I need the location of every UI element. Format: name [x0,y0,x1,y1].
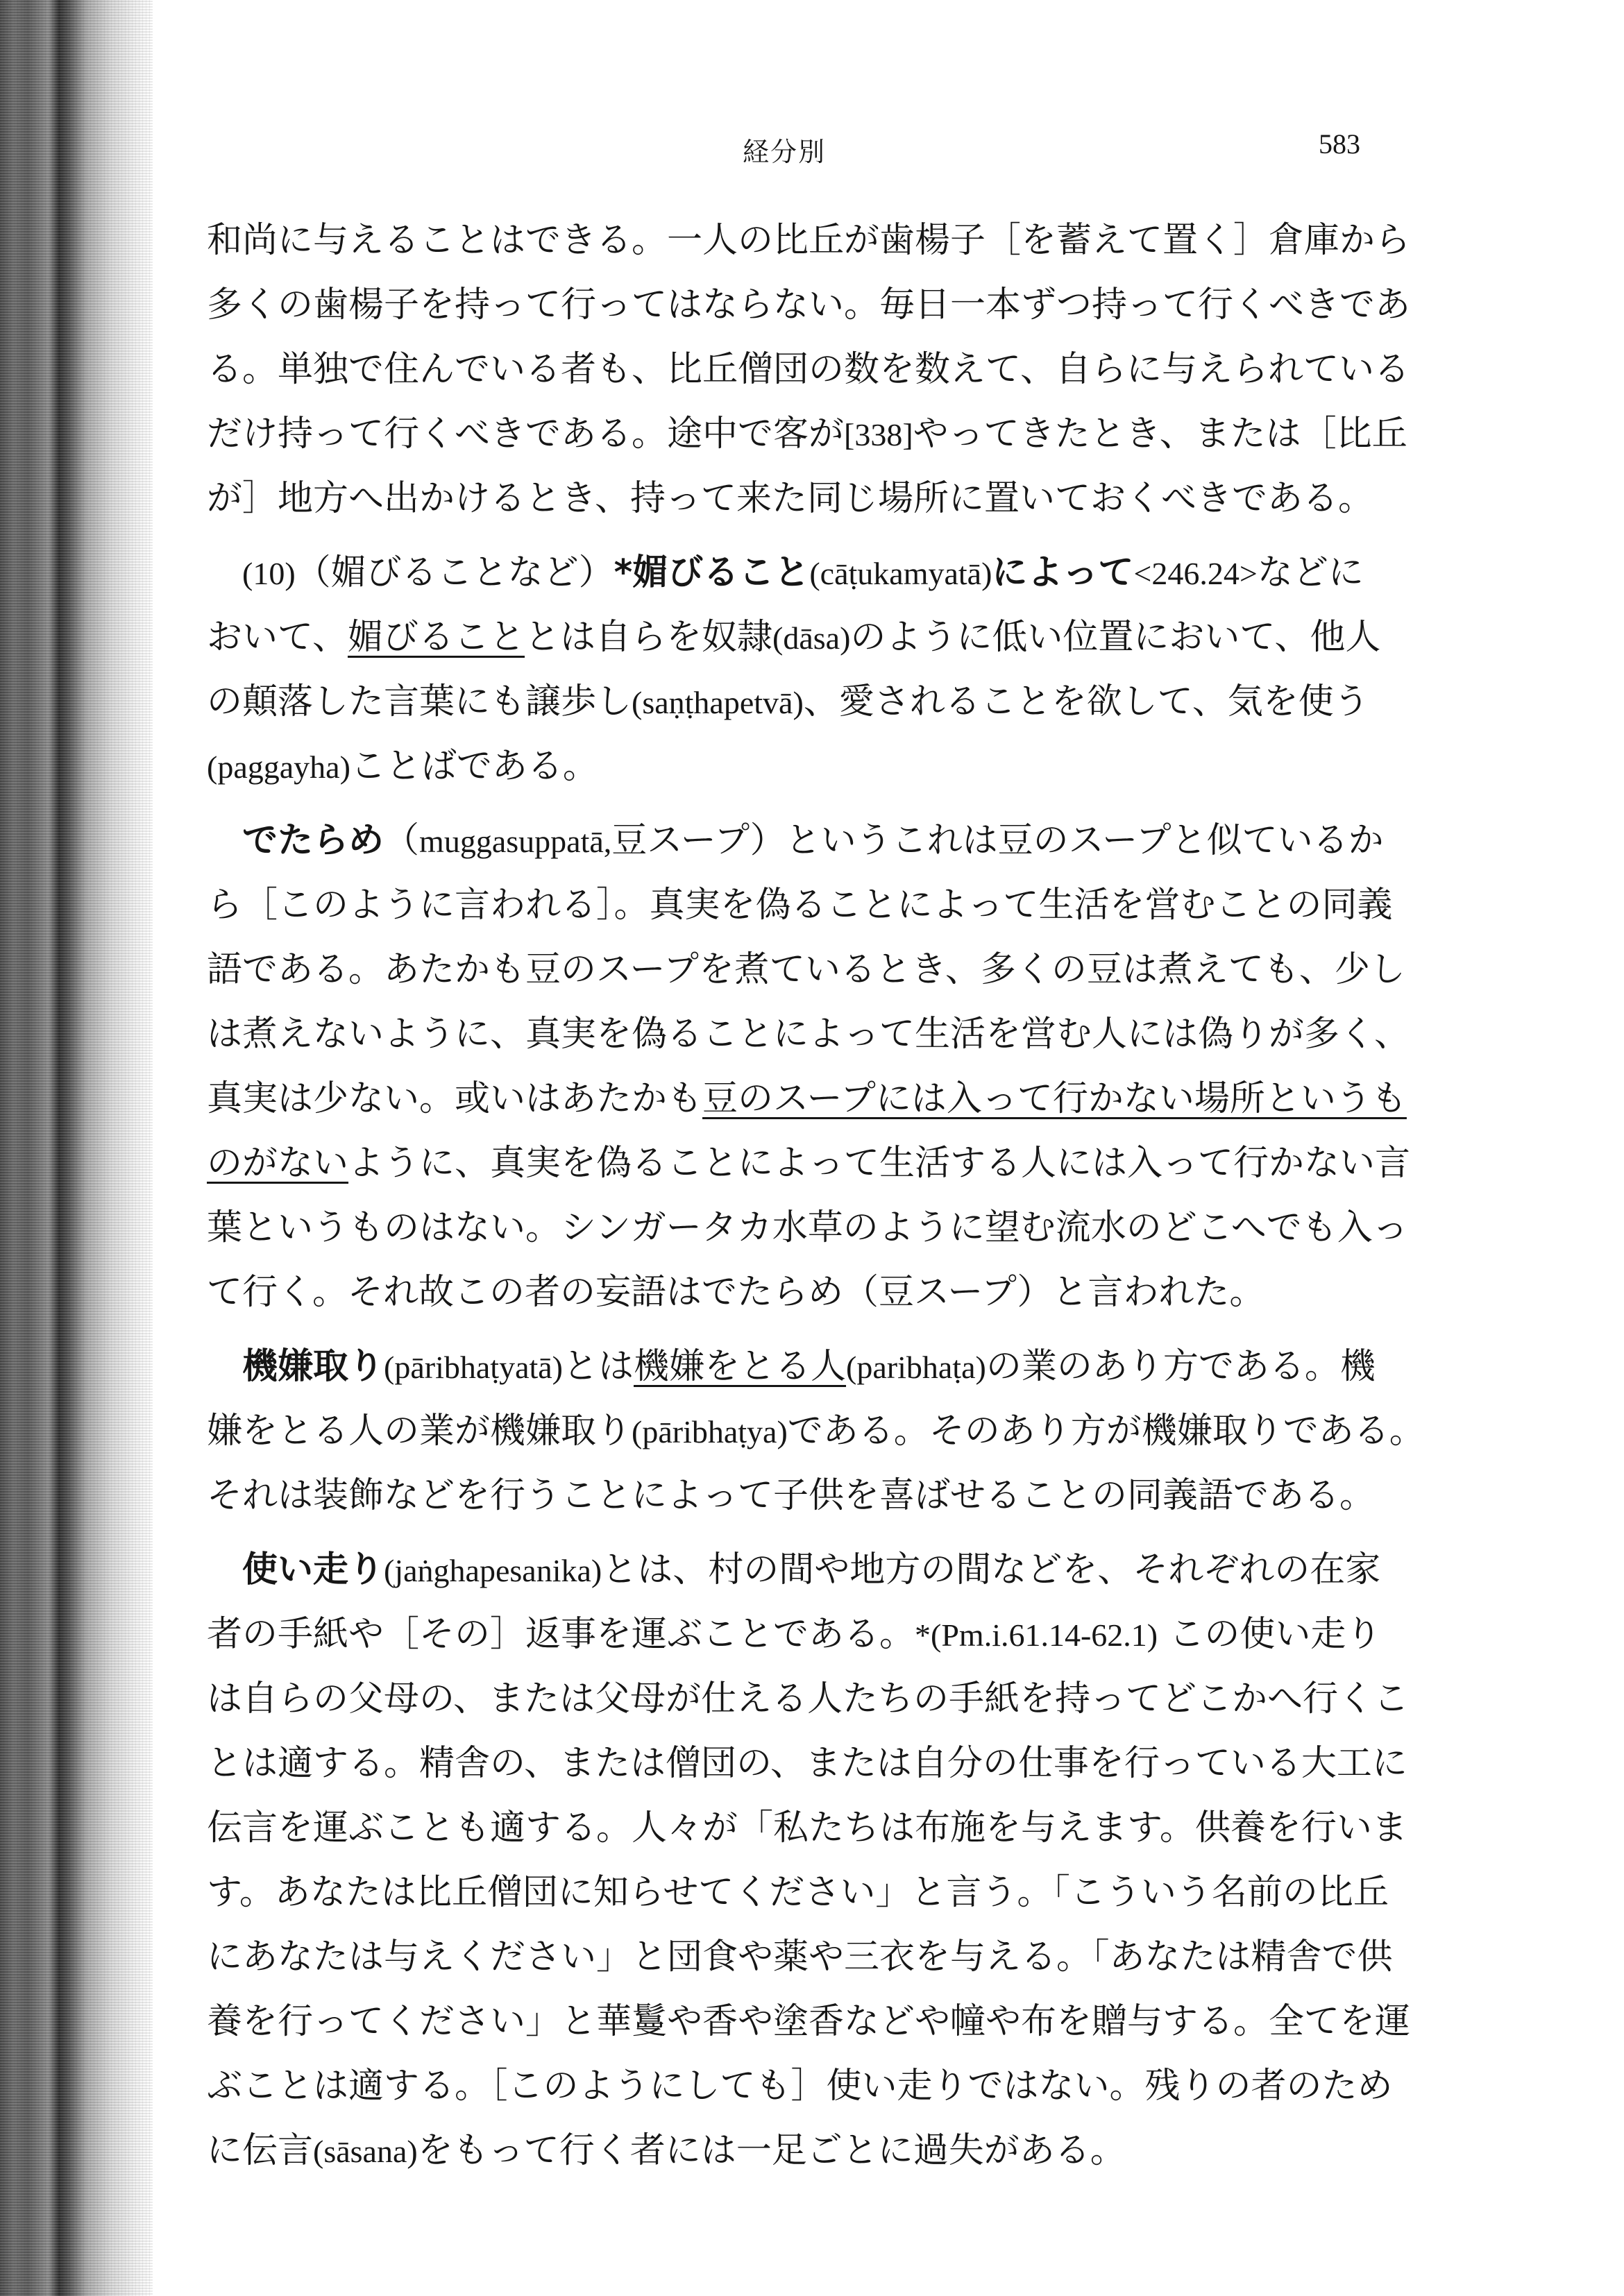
text-line [207,1925,1414,1989]
text-segment: 者の手紙や［その］返事を運ぶことである。 [207,1614,915,1655]
text-segment: 語である。あたかも豆のスープを煮ているとき、多くの豆は煮えても、少し [207,949,1405,990]
text-segment: それは装飾などを行うことによって子供を喜ばせることの同義語である。 [207,1475,1376,1516]
page-number: 583 [1319,128,1360,160]
text-segment: ら［このように言われる］。真実を偽ることによって生活を営むことの同義 [207,885,1393,926]
text-line [207,1860,1414,1925]
romanized-text: (pāribhaṭya) [632,1414,788,1449]
underlined-phrase: 豆のスープには入って行かない場所というも [702,1078,1407,1119]
romanized-text: (saṇṭhapetvā) [632,685,804,720]
bold-term: 使い走り [242,1549,384,1590]
text-segment: おいて、 [207,617,348,658]
romanized-text: <246.24> [1133,556,1258,591]
body-text [207,208,1425,2183]
text-line [207,808,1414,873]
text-segment: にあなたは与えください」と団食や薬や三衣を与える。「あなたは精舎で供 [207,1937,1393,1978]
text-line [207,1731,1414,1796]
romanized-text: (pāribhaṭyatā) [384,1350,563,1385]
bold-term: *媚びること [614,552,810,593]
text-line [207,1260,1414,1325]
text-segment: などに [1257,552,1364,593]
text-segment: だけ持って行くべきである。途中で客が [207,414,845,454]
text-segment: とは [563,1346,634,1387]
text-line [207,1334,1414,1399]
text-segment: の業のあり方である。機 [986,1346,1376,1387]
text-segment [207,1549,242,1590]
text-line [207,1066,1414,1131]
text-segment: とは適する。精舎の、または僧団の、または自分の仕事を行っている大工に [207,1743,1407,1784]
romanized-text: (dāsa) [772,620,851,656]
text-segment: は自らの父母の、または父母が仕える人たちの手紙を持ってどこかへ行くこ [207,1678,1409,1719]
text-segment: 豆スープ）というこれは豆のスープと似ているか [611,820,1384,861]
text-line [207,1989,1414,2054]
text-segment: この使い走り [1158,1614,1382,1655]
text-line [207,2054,1414,2118]
text-segment: 多くの歯楊子を持って行ってはならない。毎日一本ずつ持って行くべきであ [207,284,1411,325]
text-line [207,2118,1414,2183]
text-line [207,541,1414,605]
running-title: 経分別 [743,137,827,167]
text-line [207,466,1414,531]
text-segment: の顛落した言葉にも譲歩し [207,681,632,722]
bold-term: によって [992,552,1134,593]
text-segment: に伝言 [207,2130,314,2171]
text-segment: 真実は少ない。或いはあたかも [207,1078,703,1119]
text-segment: る。単独で住んでいる者も、比丘僧団の数を数えて、自らに与えられている [207,349,1410,390]
text-segment: である。そのあり方が機嫌取りである。 [787,1411,1425,1452]
text-line [207,1796,1414,1860]
text-segment: をもって行く者には一足ごとに過失がある。 [417,2130,1126,2171]
text-line [207,273,1414,337]
bold-term: 機嫌取り [242,1346,384,1387]
text-line [207,1538,1414,1602]
text-line [207,1463,1414,1528]
text-segment: のように低い位置において、他人 [850,617,1381,658]
romanized-text: (paggayha) [207,749,350,785]
text-line [207,873,1414,937]
underlined-phrase: 媚びること [347,617,525,658]
text-segment: 、愛されることを欲して、気を使う [803,681,1369,722]
romanized-text: [338] [844,417,913,452]
romanized-text: (sāsana) [313,2134,418,2169]
text-line [207,208,1414,273]
underlined-phrase: 機嫌をとる人 [634,1346,847,1387]
text-line [207,1002,1414,1066]
text-segment: 和尚に与えることはできる。一人の比丘が歯楊子［を蓄えて置く］倉庫から [207,220,1411,261]
text-segment: ように、真実を偽ることによって生活する人には入って行かない言 [348,1143,1411,1184]
text-segment: す。あなたは比丘僧団に知らせてください」と言う。「こういう名前の比丘 [207,1872,1389,1913]
text-line [207,1196,1414,1260]
text-line [207,670,1414,734]
text-segment: が］地方へ出かけるとき、持って来た同じ場所に置いておくべきである。 [207,478,1373,519]
underlined-phrase: のがない [207,1143,349,1184]
text-segment: 養を行ってください」と華鬘や香や塗香などや幢や布を贈与する。全てを運 [207,2001,1411,2042]
text-line [207,402,1414,466]
text-segment [207,552,242,593]
text-segment: （媚びることなど） [295,552,614,593]
text-line [207,1667,1414,1731]
text-segment: とは、村の間や地方の間などを、それぞれの在家 [602,1549,1381,1590]
text-segment: 伝言を運ぶことも適する。人々が「私たちは布施を与えます。供養を行いま [207,1808,1407,1848]
romanized-text: (10) [242,556,296,591]
romanized-text: muggasuppatā, [419,824,612,859]
page-header [0,130,1624,172]
text-segment: （ [384,820,420,861]
text-segment: ことばである。 [350,746,598,787]
text-segment: ぶことは適する。［このようにしても］使い走りではない。残りの者のため [207,2066,1393,2107]
text-segment: やってきたとき、または［比丘 [913,414,1407,454]
binding-gutter-texture [0,0,153,2296]
romanized-text: (cāṭukamyatā) [809,556,992,591]
text-segment: は煮えないように、真実を偽ることによって生活を営む人には偽りが多く、 [207,1014,1410,1055]
text-line [207,1602,1414,1667]
bold-term: でたらめ [242,820,384,861]
text-segment: とは自らを奴隷 [525,617,773,658]
romanized-text: *(Pm.i.61.14-62.1) [915,1617,1158,1653]
text-segment: 嫌をとる人の業が機嫌取り [207,1411,632,1452]
text-line [207,605,1414,670]
romanized-text: (paribhaṭa) [846,1350,986,1385]
text-segment [207,1346,242,1387]
text-line [207,937,1414,1002]
text-line [207,1399,1425,1463]
text-segment: 葉というものはない。シンガータカ水草のように望む流水のどこへでも入っ [207,1207,1408,1248]
text-segment: て行く。それ故この者の妄語はでたらめ（豆スープ）と言われた。 [207,1272,1265,1313]
romanized-text: (jaṅghapesanika) [384,1553,602,1588]
text-line [207,337,1414,402]
text-segment [207,820,242,861]
text-line [207,1131,1414,1196]
text-line [207,734,1414,799]
